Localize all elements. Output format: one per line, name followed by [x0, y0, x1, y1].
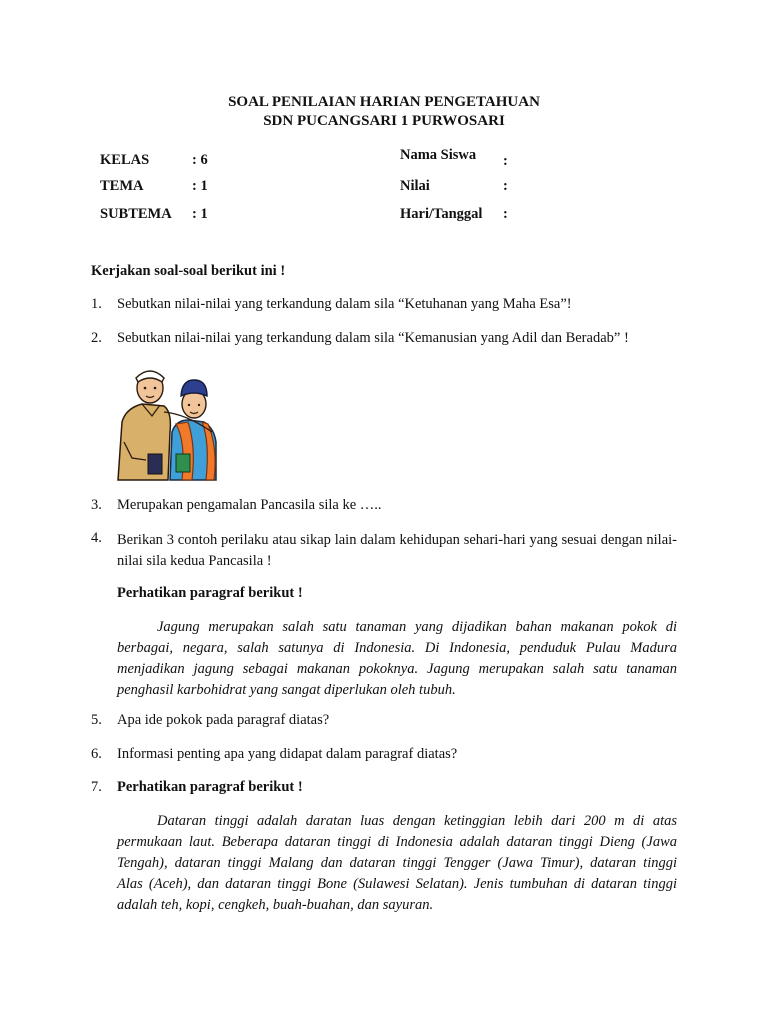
- question-number: 7.: [91, 779, 102, 795]
- kelas-value: : 6: [192, 152, 208, 168]
- paragraph-line: Tengah), dataran tinggi Malang dan dataran tinggi Tengger (Jawa Timur), dataran tinggi: [117, 855, 677, 871]
- paragraph-line: Alas (Aceh), dan dataran tinggi Bone (Sulawesi Selatan). Jenis tumbuhan di dataran tinggi: [117, 876, 677, 892]
- question-number: 2.: [91, 330, 102, 346]
- paragraph-line: berbagai, negara, salah satunya di Indonesia. Di Indonesia, penduduk Pulau Madura: [117, 640, 677, 656]
- question-number: 6.: [91, 746, 102, 762]
- paragraph-line: Dataran tinggi adalah daratan luas dengan ketinggian lebih dari 200 m di atas: [157, 813, 677, 829]
- hari-tanggal-label: Hari/Tanggal: [400, 206, 483, 222]
- question-text: Apa ide pokok pada paragraf diatas?: [117, 712, 330, 728]
- question-number: 1.: [91, 296, 102, 312]
- instruction-text: Kerjakan soal-soal berikut ini !: [91, 263, 286, 279]
- paragraph-line: menjadikan jagung sebagai makanan pokoknya. Jagung merupakan salah satu tanaman: [117, 661, 677, 677]
- nama-siswa-label: Nama Siswa: [400, 147, 477, 163]
- nama-siswa-colon: :: [503, 153, 508, 169]
- section-heading: Perhatikan paragraf berikut !: [117, 585, 303, 601]
- father-and-son-illustration: [112, 362, 228, 484]
- question-text: Merupakan pengamalan Pancasila sila ke …..: [117, 497, 382, 513]
- paragraph-line: Jagung merupakan salah satu tanaman yang dijadikan bahan makanan pokok di: [157, 619, 677, 635]
- paragraph-line: adalah teh, kopi, cengkeh, buah-buahan, dan sayuran.: [117, 897, 434, 913]
- question-text: Berikan 3 contoh perilaku atau sikap lain dalam kehidupan sehari-hari yang sesuai dengan nilai-nilai sila kedua Pancasila !: [117, 532, 677, 569]
- question-text: Sebutkan nilai-nilai yang terkandung dalam sila “Kemanusian yang Adil dan Beradab” !: [117, 330, 629, 346]
- question-text: Perhatikan paragraf berikut !: [117, 779, 303, 795]
- question-text: Informasi penting apa yang didapat dalam paragraf diatas?: [117, 746, 458, 762]
- kelas-label: KELAS: [100, 152, 150, 168]
- question-number: 4.: [91, 530, 102, 546]
- nilai-label: Nilai: [400, 178, 430, 194]
- tema-value: : 1: [192, 178, 208, 194]
- question-number: 3.: [91, 497, 102, 513]
- paragraph-dataran-tinggi: [117, 811, 677, 916]
- document-title-line1: SOAL PENILAIAN HARIAN PENGETAHUAN: [228, 94, 540, 110]
- nilai-colon: :: [503, 178, 508, 194]
- question-text: Sebutkan nilai-nilai yang terkandung dalam sila “Ketuhanan yang Maha Esa”!: [117, 296, 572, 312]
- subtema-value: : 1: [192, 206, 208, 222]
- tema-label: TEMA: [100, 178, 144, 194]
- paragraph-line: penghasil karbohidrat yang sangat diperlukan oleh tubuh.: [117, 682, 456, 698]
- paragraph-jagung: [117, 617, 677, 701]
- hari-tanggal-colon: :: [503, 206, 508, 222]
- paragraph-line: permukaan laut. Beberapa dataran tinggi di Indonesia adalah dataran tinggi Dieng (Jawa: [117, 834, 677, 850]
- subtema-label: SUBTEMA: [100, 206, 172, 222]
- question-number: 5.: [91, 712, 102, 728]
- document-title-line2: SDN PUCANGSARI 1 PURWOSARI: [263, 113, 505, 129]
